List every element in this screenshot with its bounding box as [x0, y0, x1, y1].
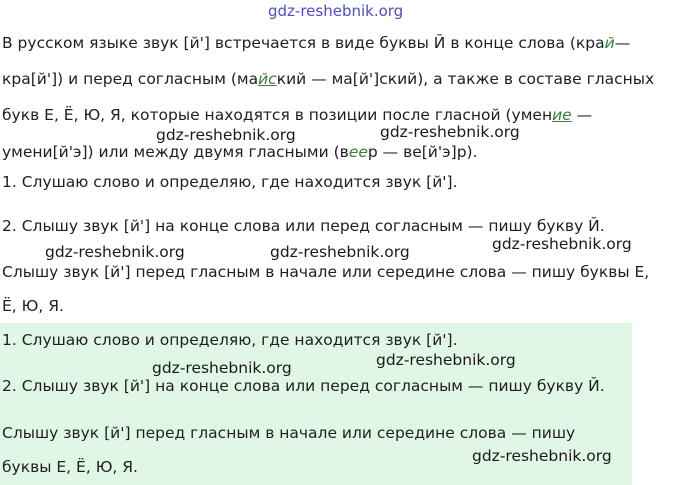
answer-line-2: 2. Слышу звук [й'] на конце слова или перед согласным — пишу букву Й. [2, 377, 605, 395]
watermark: gdz-reshebnik.org [376, 351, 516, 369]
answer-line-3: Слышу звук [й'] перед гласным в начале или середине слова — пишу [2, 424, 576, 442]
rule-2: 2. Слышу звук [й'] на конце слова или перед согласным — пишу букву Й. [2, 217, 605, 235]
watermark: gdz-reshebnik.org [45, 243, 185, 261]
rule-1: 1. Слушаю слово и определяю, где находится звук [й']. [2, 173, 458, 191]
rule-3: Слышу звук [й'] перед гласным в начале или середине слова — пишу буквы Е, [2, 263, 650, 281]
intro-line-1: В русском языке звук [й'] встречается в виде буквы Й в конце слова (край— [2, 34, 631, 52]
watermark: gdz-reshebnik.org [380, 123, 520, 141]
watermark: gdz-reshebnik.org [156, 126, 296, 144]
intro-line-3: букв Е, Ё, Ю, Я, которые находятся в позиции после гласной (умение — [2, 106, 593, 124]
rule-4: Ё, Ю, Я. [2, 297, 64, 315]
watermark-top: gdz-reshebnik.org [268, 2, 404, 20]
watermark: gdz-reshebnik.org [270, 243, 410, 261]
intro-line-4: умени[й'э]) или между двумя гласными (веер — ве[й'э]р). [2, 143, 478, 161]
intro-line-2: кра[й']) и перед согласным (майский — ма[й']ский), а также в составе гласных [2, 70, 655, 88]
answer-line-1: 1. Слушаю слово и определяю, где находится звук [й']. [2, 331, 458, 349]
watermark: gdz-reshebnik.org [472, 447, 612, 465]
answer-line-4: буквы Е, Ё, Ю, Я. [2, 458, 138, 476]
watermark: gdz-reshebnik.org [492, 235, 632, 253]
watermark: gdz-reshebnik.org [152, 359, 292, 377]
